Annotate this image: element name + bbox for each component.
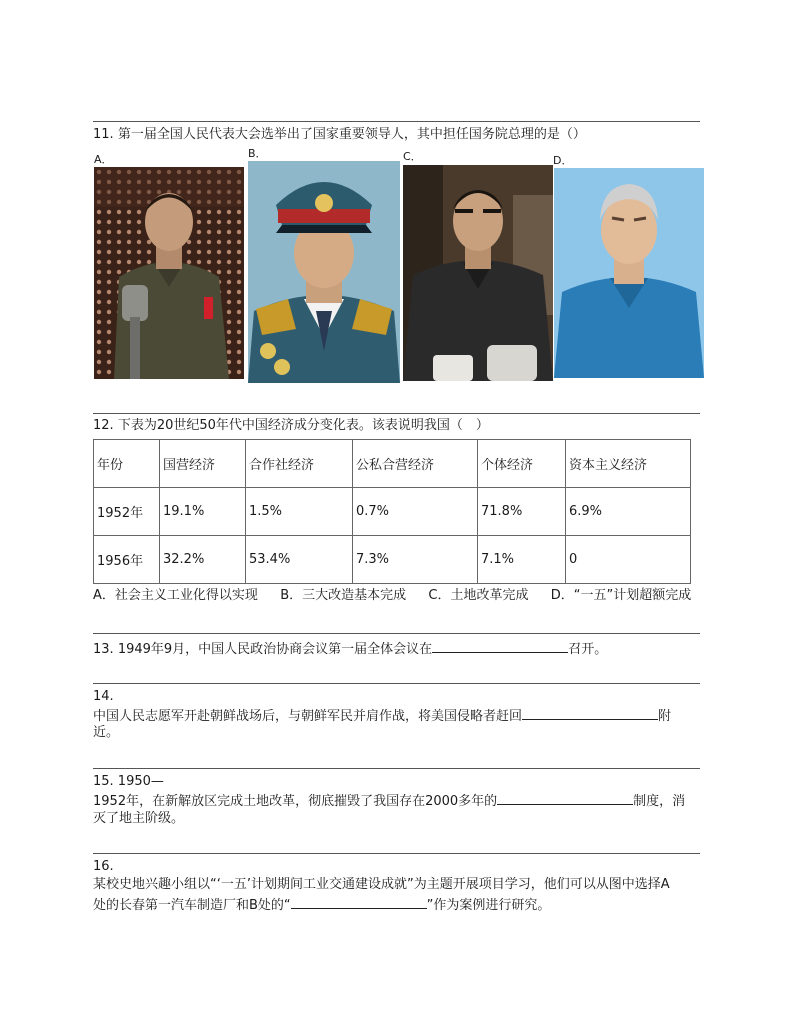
option-c-portrait[interactable] bbox=[403, 165, 553, 381]
divider-q15 bbox=[93, 768, 700, 769]
question-13-stem bbox=[93, 639, 607, 659]
question-14-number: 14. bbox=[93, 689, 114, 704]
answer-blank[interactable] bbox=[291, 895, 427, 909]
question-15-number: 15. 1950— bbox=[93, 774, 164, 789]
question-16-number: 16. bbox=[93, 859, 114, 874]
divider-q16 bbox=[93, 853, 700, 854]
question-12-stem bbox=[93, 417, 489, 435]
question-12-options bbox=[93, 587, 691, 605]
question-text: 附 bbox=[658, 709, 672, 724]
table-header-cell: 公私合营经济 bbox=[353, 440, 478, 488]
divider-q13 bbox=[93, 633, 700, 634]
question-text: 第一届全国人民代表大会选举出了国家重要领导人，其中担任国务院总理的是（） bbox=[117, 127, 586, 142]
table-cell: 1956年 bbox=[94, 536, 160, 584]
option-c[interactable]: C．土地改革完成 bbox=[428, 588, 529, 603]
table-cell: 1952年 bbox=[94, 488, 160, 536]
table-header-row bbox=[94, 440, 691, 488]
question-15-stem bbox=[93, 791, 685, 811]
question-number: 13. bbox=[93, 642, 114, 657]
option-b-label: B． bbox=[248, 147, 267, 160]
question-text: 处的长春第一汽车制造厂和B处的“ bbox=[93, 898, 291, 913]
table-header-cell: 资本主义经济 bbox=[566, 440, 691, 488]
table-cell: 19.1% bbox=[160, 488, 246, 536]
divider-q12 bbox=[93, 413, 700, 414]
table-row bbox=[94, 536, 691, 584]
option-a-portrait[interactable] bbox=[94, 167, 244, 379]
option-b[interactable]: B．三大改造基本完成 bbox=[280, 588, 407, 603]
question-text: 1949年9月，中国人民政治协商会议第一届全体会议在 bbox=[117, 642, 433, 657]
economy-composition-table bbox=[93, 439, 691, 584]
question-15-line2: 灭了地主阶级。 bbox=[93, 811, 185, 826]
divider-q11 bbox=[93, 121, 700, 122]
option-a-label: A． bbox=[94, 153, 113, 166]
question-14-line2: 近。 bbox=[93, 725, 120, 740]
question-11-stem bbox=[93, 126, 586, 144]
table-header-cell: 年份 bbox=[94, 440, 160, 488]
option-d-label: D． bbox=[553, 154, 573, 167]
answer-blank[interactable] bbox=[432, 639, 568, 653]
question-number: 11. bbox=[93, 127, 114, 142]
question-16-line2 bbox=[93, 895, 550, 915]
question-text: 制度，消 bbox=[633, 794, 686, 809]
table-cell: 0.7% bbox=[353, 488, 478, 536]
answer-blank[interactable] bbox=[522, 706, 658, 720]
question-text: 1952年，在新解放区完成土地改革，彻底摧毁了我国存在2000多年的 bbox=[93, 794, 498, 809]
table-cell: 7.1% bbox=[478, 536, 566, 584]
option-b-portrait[interactable] bbox=[248, 161, 400, 383]
table-row bbox=[94, 488, 691, 536]
option-a[interactable]: A．社会主义工业化得以实现 bbox=[93, 588, 258, 603]
table-cell: 1.5% bbox=[246, 488, 353, 536]
table-cell: 6.9% bbox=[566, 488, 691, 536]
option-c-label: C． bbox=[403, 150, 422, 163]
question-text: 召开。 bbox=[568, 642, 608, 657]
question-16-line1: 某校史地兴趣小组以“‘一五’计划期间工业交通建设成就”为主题开展项目学习，他们可以从图中选择A bbox=[93, 877, 670, 892]
option-d-portrait[interactable] bbox=[554, 168, 704, 378]
question-text: ”作为案例进行研究。 bbox=[426, 898, 551, 913]
table-cell: 0 bbox=[566, 536, 691, 584]
question-14-stem bbox=[93, 706, 671, 726]
answer-blank[interactable] bbox=[497, 791, 633, 805]
table-header-cell: 合作社经济 bbox=[246, 440, 353, 488]
table-cell: 71.8% bbox=[478, 488, 566, 536]
table-header-cell: 个体经济 bbox=[478, 440, 566, 488]
divider-q14 bbox=[93, 683, 700, 684]
option-d[interactable]: D．“一五”计划超额完成 bbox=[550, 588, 692, 603]
table-cell: 53.4% bbox=[246, 536, 353, 584]
table-cell: 7.3% bbox=[353, 536, 478, 584]
question-number: 12. bbox=[93, 418, 114, 433]
table-cell: 32.2% bbox=[160, 536, 246, 584]
question-text: 下表为20世纪50年代中国经济成分变化表。该表说明我国（ ） bbox=[117, 418, 489, 433]
question-text: 中国人民志愿军开赴朝鲜战场后，与朝鲜军民并肩作战，将美国侵略者赶回 bbox=[93, 709, 523, 724]
table-header-cell: 国营经济 bbox=[160, 440, 246, 488]
